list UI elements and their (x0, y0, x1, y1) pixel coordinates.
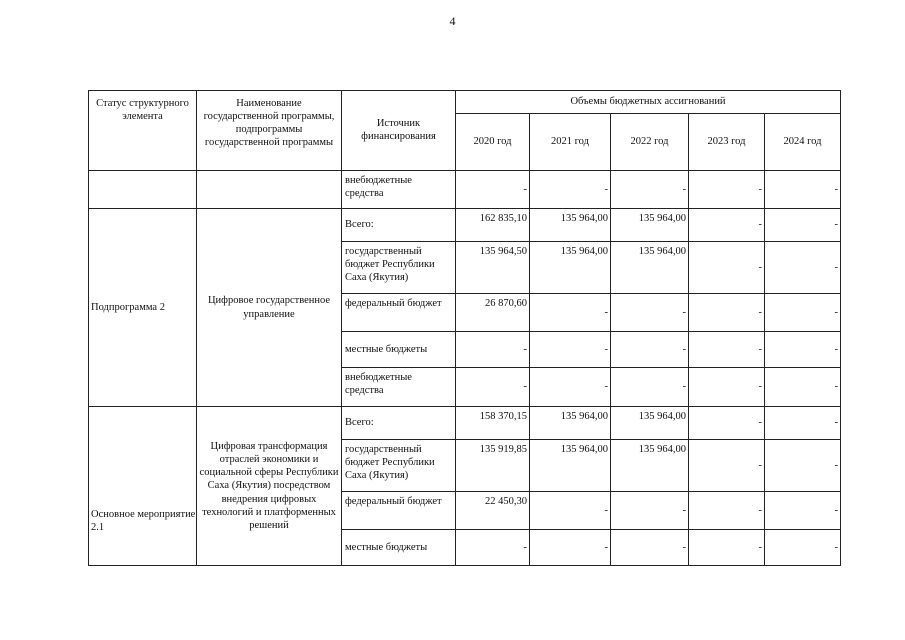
header-year-2020: 2020 год (456, 114, 530, 171)
value-cell: 135 964,00 (530, 242, 611, 294)
source-cell: государственный бюджет Республики Саха (Якутия) (342, 242, 456, 294)
table-row (89, 209, 841, 242)
value-cell: 26 870,60 (456, 294, 530, 332)
source-cell: федеральный бюджет (342, 294, 456, 332)
source-cell: местные бюджеты (342, 332, 456, 368)
value-cell: 135 964,00 (530, 209, 611, 242)
value-cell: - (689, 440, 765, 492)
value-cell: - (689, 368, 765, 407)
value-cell: - (689, 209, 765, 242)
value-cell: - (689, 294, 765, 332)
name-cell-empty (197, 171, 342, 209)
value-cell: - (456, 368, 530, 407)
value-cell: 135 964,00 (611, 440, 689, 492)
value-cell: 22 450,30 (456, 492, 530, 530)
value-cell: - (611, 492, 689, 530)
value-cell: - (456, 332, 530, 368)
header-year-2022: 2022 год (611, 114, 689, 171)
header-budget-volumes: Объемы бюджетных ассигнований (456, 91, 841, 114)
value-cell: 135 964,00 (611, 242, 689, 294)
value-cell: - (611, 332, 689, 368)
value-cell: - (765, 294, 841, 332)
value-cell: 135 964,00 (530, 440, 611, 492)
page-number: 4 (449, 14, 456, 28)
value-cell: 158 370,15 (456, 407, 530, 440)
budget-allocation-table (88, 90, 841, 566)
value-cell: - (765, 171, 841, 209)
value-cell: 135 919,85 (456, 440, 530, 492)
value-cell: - (689, 530, 765, 566)
value-cell: - (611, 368, 689, 407)
value-cell: - (689, 242, 765, 294)
value-cell: - (765, 209, 841, 242)
value-cell: - (611, 171, 689, 209)
value-cell: - (530, 171, 611, 209)
source-cell: Всего: (342, 209, 456, 242)
value-cell: - (689, 492, 765, 530)
source-cell: внебюджетные средства (342, 171, 456, 209)
value-cell: - (611, 294, 689, 332)
value-cell: - (765, 440, 841, 492)
name-digital-government: Цифровое государственное управление (197, 209, 342, 407)
source-cell: внебюджетные средства (342, 368, 456, 407)
source-cell: федеральный бюджет (342, 492, 456, 530)
value-cell: - (765, 242, 841, 294)
table-row (89, 171, 841, 209)
value-cell: - (530, 294, 611, 332)
header-year-2024: 2024 год (765, 114, 841, 171)
header-name: Наименование государственной программы, подпрограммы государственной программы (197, 91, 342, 171)
value-cell: - (689, 407, 765, 440)
value-cell: - (689, 332, 765, 368)
header-source: Источник финансирования (342, 91, 456, 171)
value-cell: - (765, 332, 841, 368)
value-cell: - (456, 171, 530, 209)
header-status: Статус структурного элемента (89, 91, 197, 171)
value-cell: - (765, 492, 841, 530)
value-cell: - (765, 368, 841, 407)
value-cell: 135 964,50 (456, 242, 530, 294)
value-cell: 135 964,00 (530, 407, 611, 440)
status-main-measure-2-1: Основное мероприятие 2.1 (89, 407, 197, 566)
value-cell: - (456, 530, 530, 566)
value-cell: - (530, 368, 611, 407)
source-cell: Всего: (342, 407, 456, 440)
value-cell: 135 964,00 (611, 407, 689, 440)
value-cell: - (530, 492, 611, 530)
status-cell-empty (89, 171, 197, 209)
value-cell: - (765, 407, 841, 440)
header-year-2023: 2023 год (689, 114, 765, 171)
value-cell: - (611, 530, 689, 566)
value-cell: 135 964,00 (611, 209, 689, 242)
header-year-2021: 2021 год (530, 114, 611, 171)
value-cell: - (530, 332, 611, 368)
header-row-top (89, 91, 841, 114)
value-cell: - (689, 171, 765, 209)
table-row (89, 407, 841, 440)
source-cell: местные бюджеты (342, 530, 456, 566)
value-cell: - (765, 530, 841, 566)
value-cell: - (530, 530, 611, 566)
status-subprogram-2: Подпрограмма 2 (89, 209, 197, 407)
name-digital-transformation: Цифровая трансформация отраслей экономики и социальной сферы Республики Саха (Якутия) посредством внедрения цифровых технологий и платформенных решений (197, 407, 342, 566)
source-cell: государственный бюджет Республики Саха (Якутия) (342, 440, 456, 492)
value-cell: 162 835,10 (456, 209, 530, 242)
